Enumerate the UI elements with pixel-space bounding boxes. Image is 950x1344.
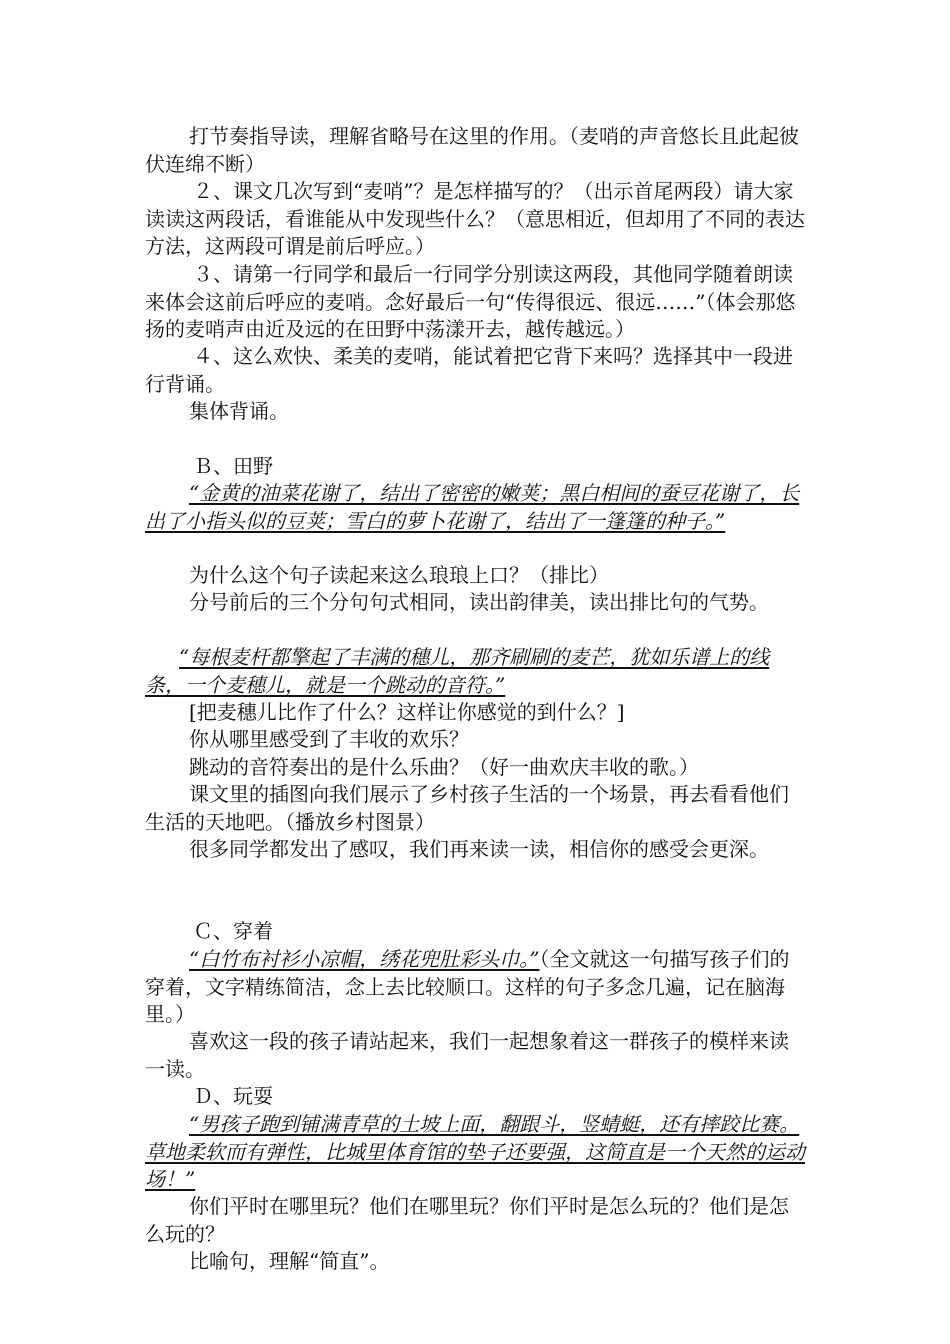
paragraph: 跳动的音符奏出的是什么乐曲？（好一曲欢庆丰收的歌。）	[189, 755, 699, 779]
quoted-passage: “每根麦杆都擎起了丰满的穗儿，那齐刷刷的麦芒，犹如乐谱上的线条，一个麦穗儿，就是一个跳动的音符。”	[145, 645, 770, 697]
paragraph: 打节奏指导读，理解省略号在这里的作用。（麦哨的声音悠长且此起彼伏连绵不断）	[145, 124, 799, 176]
paragraph: ３、请第一行同学和最后一行同学分别读这两段，其他同学随着朗读来体会这前后呼应的麦哨。念好最后一句“传得很远、很远……”（体会那悠扬的麦哨声由近及远的在田野中荡漾开去，越传越远。）	[145, 262, 796, 341]
paragraph: 分号前后的三个分句句式相同，读出韵律美，读出排比句的气势。	[189, 590, 769, 614]
paragraph: ４、这么欢快、柔美的麦哨，能试着把它背下来吗？选择其中一段进行背诵。	[145, 344, 793, 396]
quoted-passage: “白竹布衬衫小凉帽，绣花兜肚彩头巾。”	[189, 947, 540, 971]
paragraph: 为什么这个句子读起来这么琅琅上口？（排比）	[189, 563, 609, 587]
paragraph: 喜欢这一段的孩子请站起来，我们一起想象着这一群孩子的模样来读一读。	[145, 1029, 789, 1081]
paragraph	[145, 946, 805, 1029]
paragraph-tail: （全文就这一句描写孩子们的穿着，文字精练简洁，念上去比较顺口。这样的句子多念几遍，记在脑海里。）	[145, 947, 790, 1026]
paragraph: 课文里的插图向我们展示了乡村孩子生活的一个场景，再去看看他们生活的天地吧。（播放乡村图景）	[145, 782, 789, 834]
paragraph: [把麦穗儿比作了什么？这样让你感觉的到什么？]	[189, 700, 625, 724]
section-heading: Ｃ、穿着	[193, 919, 273, 943]
paragraph: 你们平时在哪里玩？他们在哪里玩？你们平时是怎么玩的？他们是怎么玩的？	[145, 1194, 789, 1246]
section-heading: Ｂ、田野	[193, 454, 273, 478]
paragraph: 比喻句，理解“简直”。	[189, 1249, 390, 1273]
paragraph: 你从哪里感受到了丰收的欢乐？	[189, 727, 469, 751]
quoted-passage: “男孩子跑到铺满青草的土坡上面，翻跟斗，竖蜻蜓，还有摔跤比赛。草地柔软而有弹性，比城里体育馆的垫子还要强，这简直是一个天然的运动场！”	[145, 1112, 805, 1191]
section-heading: Ｄ、玩耍	[193, 1084, 273, 1108]
paragraph: 很多同学都发出了感叹，我们再来读一读，相信你的感受会更深。	[189, 837, 769, 861]
paragraph: ２、课文几次写到“麦哨”？是怎样描写的？（出示首尾两段）请大家读读这两段话，看谁能从中发现些什么？（意思相近，但却用了不同的表达方法，这两段可谓是前后呼应。）	[145, 179, 805, 258]
quoted-passage: “金黄的油菜花谢了，结出了密密的嫩荚；黑白相间的蚕豆花谢了，长出了小指头似的豆荚；雪白的萝卜花谢了，结出了一篷篷的种子。”	[145, 481, 800, 533]
paragraph: 集体背诵。	[189, 399, 289, 423]
